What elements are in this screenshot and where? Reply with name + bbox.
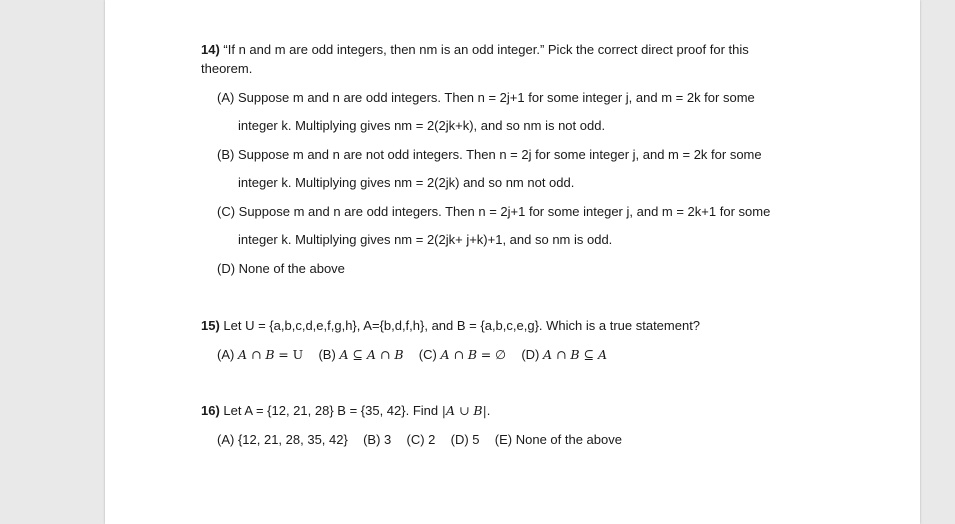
q14-stem-line1 <box>201 42 749 58</box>
q14-option-c-line1: (C) Suppose m and n are odd integers. Then n = 2j+1 for some integer j, and m = 2k+1 for some <box>217 204 771 219</box>
q15-option-a-label: (A) <box>217 347 235 362</box>
q16-stem-expr: |A ∪ B| <box>441 403 487 418</box>
q15-options <box>217 347 607 363</box>
q16-stem-prefix: Let A = {12, 21, 28} B = {35, 42}. Find <box>223 403 439 418</box>
q15-stem <box>201 318 700 334</box>
q14-option-b-line2: integer k. Multiplying gives nm = 2(2jk) and so nm not odd. <box>238 175 575 190</box>
q16-option-d: (D) 5 <box>450 432 480 447</box>
q16-stem <box>201 403 490 419</box>
q16-option-a: (A) {12, 21, 28, 35, 42} <box>217 432 348 447</box>
q16-options <box>217 432 622 448</box>
q15-number: 15) <box>201 318 220 333</box>
q15-option-b-label: (B) <box>318 347 336 362</box>
q16-number: 16) <box>201 403 220 418</box>
q15-option-c-label: (C) <box>418 347 437 362</box>
q16-option-b: (B) 3 <box>363 432 392 447</box>
q14-stem-line2: theorem. <box>201 61 253 76</box>
q14-option-a-line2: integer k. Multiplying gives nm = 2(2jk+k), and so nm is not odd. <box>238 118 606 133</box>
q14-option-b-line1: (B) Suppose m and n are not odd integers. Then n = 2j for some integer j, and m = 2k for some <box>217 147 762 162</box>
q15-option-c-expr: A ∩ B <box>440 347 478 362</box>
q15-option-d-expr: A ∩ B ⊆ A <box>542 347 608 362</box>
q16-option-e: (E) None of the above <box>494 432 622 447</box>
q15-option-b-expr: A ⊆ A ∩ B <box>339 347 404 362</box>
q15-option-a-expr: A ∩ B <box>237 347 275 362</box>
document-page <box>105 0 920 524</box>
q16-option-c: (C) 2 <box>406 432 436 447</box>
q15-stem-text: Let U = {a,b,c,d,e,f,g,h}, A={b,d,f,h}, and B = {a,b,c,e,g}. Which is a true statement? <box>223 318 701 333</box>
q14-option-d: (D) None of the above <box>217 261 345 276</box>
q14-option-a-line1: (A) Suppose m and n are odd integers. Then n = 2j+1 for some integer j, and m = 2k for some <box>217 90 755 105</box>
q15-option-d-label: (D) <box>521 347 540 362</box>
q16-stem-suffix: . <box>486 403 491 418</box>
q15-option-c-eq: = ∅ <box>480 347 507 362</box>
q15-option-a-eq: = U <box>278 347 304 362</box>
q14-number: 14) <box>201 42 220 57</box>
q14-stem-text: “If n and m are odd integers, then nm is an odd integer.” Pick the correct direct proof for this <box>223 42 749 57</box>
q14-option-c-line2: integer k. Multiplying gives nm = 2(2jk+ j+k)+1, and so nm is odd. <box>238 232 613 247</box>
